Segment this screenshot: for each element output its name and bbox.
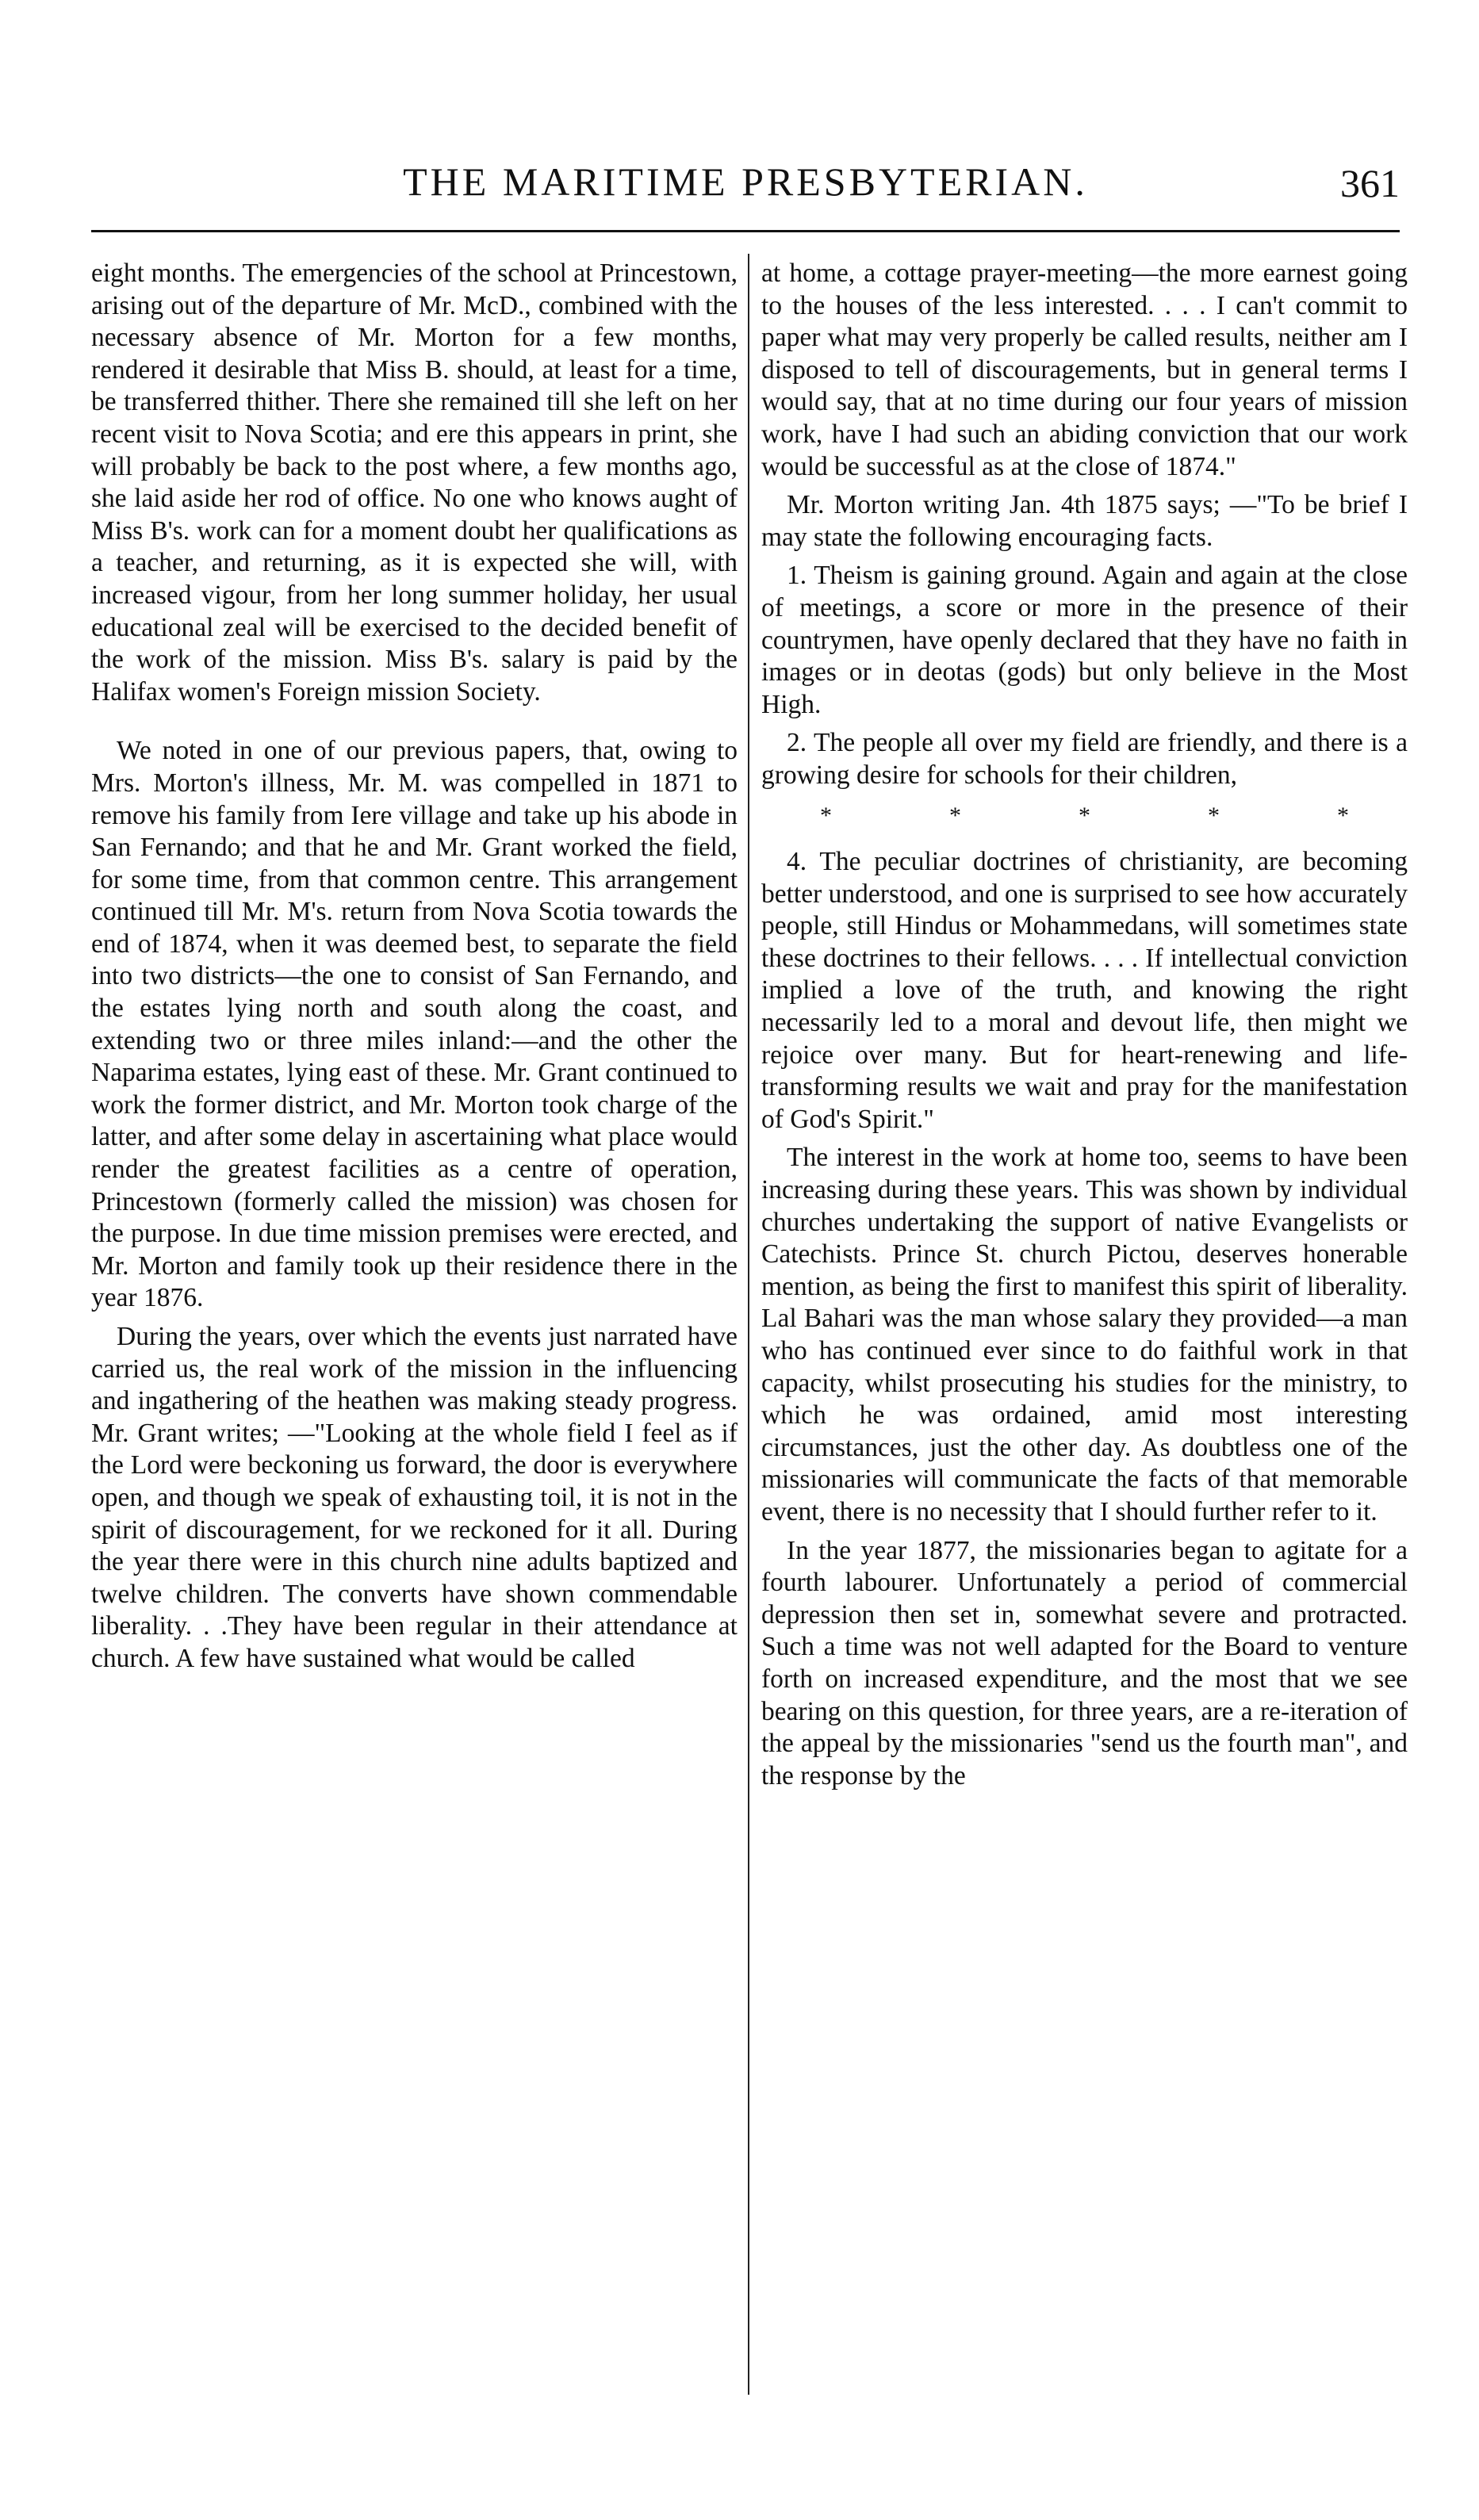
paragraph-grant-quote-end: at home, a cottage prayer-meeting—the more earnest going to the houses of the less interested. . . . I can't commit to paper what may very properly be called results, neither am I disposed to tell of discouragements, but in general terms I would say, that at no time during our four years of mission work, have I had such an abiding conviction that our work would be successful as at the close of 1874." bbox=[761, 259, 1408, 481]
paragraph-home-interest: The interest in the work at home too, seems to have been increasing during these years. This was shown by individual churches undertaking the support of native Evangelists or Catechists. Prince St. church Pictou, deserves honerable mention, as being the first to manifest this spirit of liberality. Lal Bahari was the man whose salary they provided—a man who has continued ever since to do faithful work in that capacity, whilst prosecuting his studies for the ministry, to which he was ordained, amid most interesting circumstances, just the other day. As doubtless one of the missionaries will communicate the facts of that memorable event, there is no necessity that I should further refer to it. bbox=[761, 1143, 1408, 1526]
asterism bbox=[761, 800, 1408, 833]
asterisk: * bbox=[820, 802, 832, 829]
column-divider bbox=[748, 254, 749, 2395]
page-header bbox=[91, 159, 1400, 214]
asterisk: * bbox=[1079, 802, 1090, 829]
right-column bbox=[761, 258, 1408, 1792]
paragraph-fourth-labourer: In the year 1877, the missionaries began to agitate for a fourth labourer. Unfortunately a period of commercial depression then set in, somewhat severe and protracted. Such a time was not well adapted for the Board to venture forth on increased expenditure, and the most that we see bearing on this question, for three years, are a re-iteration of the appeal by the missionaries "send us the fourth man", and the response by the bbox=[761, 1535, 1408, 1790]
asterisk: * bbox=[1337, 802, 1349, 829]
list-item-1: 1. Theism is gaining ground. Again and again at the close of meetings, a score or more in the presence of their countrymen, have openly declared that they have no faith in images or in deotas (gods) but only believe in the Most High. bbox=[761, 561, 1408, 719]
header-rule bbox=[91, 230, 1400, 232]
journal-title: THE MARITIME PRESBYTERIAN. bbox=[403, 159, 1088, 204]
paragraph-morton-intro: Mr. Morton writing Jan. 4th 1875 says; —"To be brief I may state the following encouraging facts. bbox=[761, 490, 1408, 552]
asterisk: * bbox=[1208, 802, 1220, 829]
paragraph-miss-b: eight months. The emergencies of the school at Princestown, arising out of the departure of Mr. McD., combined with the necessary absence of Mr. Morton for a few months, rendered it desirable that Miss B. should, at least for a time, be transferred thither. There she remained till she left on her recent visit to Nova Scotia; and ere this appears in print, she will probably be back to the post where, a few months ago, she laid aside her rod of office. No one who knows aught of Miss B's. work can for a moment doubt her qualifications as a teacher, and returning, as it is expected she will, with increased vigour, from her long summer holiday, her usual educational zeal will be exercised to the decided benefit of the work of the mission. Miss B's. salary is paid by the Halifax women's Foreign mission Society. bbox=[91, 259, 738, 707]
asterisk: * bbox=[949, 802, 961, 829]
paragraph-progress: During the years, over which the events just narrated have carried us, the real work of the mission in the influencing and ingathering of the heathen was making steady progress. Mr. Grant writes; —"Looking at the whole field I feel as if the Lord were beckoning us forward, the door is everywhere open, and though we speak of exhausting toil, it is not in the spirit of discouragement, for we reckoned for it all. During the year there were in this church nine adults baptized and twelve children. The converts have shown commendable liberality. . .They have been regular in their attendance at church. A few have sustained what would be called bbox=[91, 1322, 738, 1673]
page-number: 361 bbox=[1340, 161, 1400, 205]
list-item-2: 2. The people all over my field are friendly, and there is a growing desire for schools for their children, bbox=[761, 728, 1408, 790]
left-column bbox=[91, 258, 738, 1676]
list-item-4: 4. The peculiar doctrines of christianity, are becoming better understood, and one is surprised to see how accurately people, still Hindus or Mohammedans, will sometimes state these doctrines to their fellows. . . . If intellectual conviction implied a love of the truth, and knowing the right necessarily led to a moral and devout life, then might we rejoice over many. But for heart-renewing and life-transforming results we wait and pray for the manifestation of God's Spirit." bbox=[761, 847, 1408, 1134]
paragraph-field-division: We noted in one of our previous papers, that, owing to Mrs. Morton's illness, Mr. M. was compelled in 1871 to remove his family from Iere village and take up his abode in San Fernando; and that he and Mr. Grant worked the field, for some time, from that common centre. This arrangement continued till Mr. M's. return from Nova Scotia towards the end of 1874, when it was deemed best, to separate the field into two districts—the one to consist of San Fernando, and the estates lying north and south along the coast, and extending two or three miles inland:—and the other the Naparima estates, lying east of these. Mr. Grant continued to work the former district, and Mr. Morton took charge of the latter, and after some delay in ascertaining what place would render the greatest facilities as a centre of operation, Princestown (formerly called the mission) was chosen for the purpose. In due time mission premises were erected, and Mr. Morton and family took up their residence there in the year 1876. bbox=[91, 736, 738, 1313]
